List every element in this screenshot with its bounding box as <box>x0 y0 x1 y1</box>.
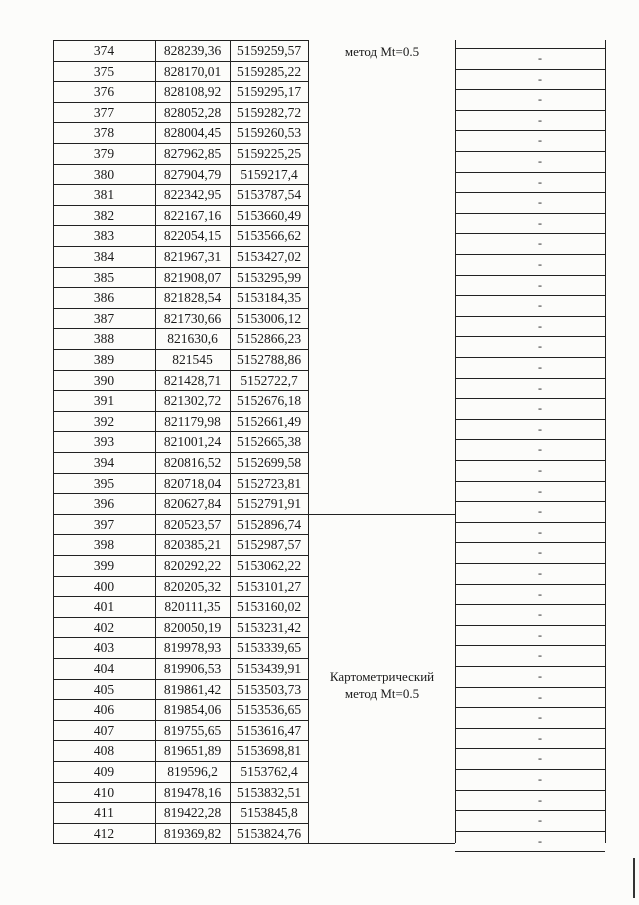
point-number: 407 <box>93 723 115 738</box>
point-number: 402 <box>93 620 115 635</box>
mark-dash: - <box>538 72 542 86</box>
mark-dash: - <box>538 772 542 786</box>
point-number: 390 <box>93 373 115 388</box>
point-number: 392 <box>93 414 115 429</box>
coord-x: 828170,01 <box>163 64 222 79</box>
point-number: 399 <box>93 558 115 573</box>
method-label-top <box>316 43 448 60</box>
coord-y: 5152896,74 <box>236 517 302 532</box>
coord-y: 5152665,38 <box>236 434 302 449</box>
point-number: 385 <box>93 270 115 285</box>
coord-x: 822167,16 <box>163 208 222 223</box>
coord-x: 828239,36 <box>163 43 222 58</box>
coord-y: 5153062,22 <box>236 558 302 573</box>
mark-dash: - <box>538 834 542 848</box>
point-number: 381 <box>93 187 115 202</box>
mark-dash: - <box>538 793 542 807</box>
mark-dash: - <box>538 92 542 106</box>
point-number: 389 <box>93 352 115 367</box>
coord-y: 5159260,53 <box>236 125 302 140</box>
coord-x: 821179,98 <box>164 414 221 429</box>
coord-y: 5153787,54 <box>236 187 302 202</box>
coord-x: 820292,22 <box>163 558 222 573</box>
coord-x: 821828,54 <box>163 290 222 305</box>
coord-x: 821630,6 <box>167 331 218 346</box>
coord-y: 5159285,22 <box>236 64 302 79</box>
coord-x: 820385,21 <box>163 537 222 552</box>
mark-dash: - <box>538 360 542 374</box>
coord-y: 5153339,65 <box>236 640 302 655</box>
point-number: 401 <box>93 599 115 614</box>
coord-x: 819478,16 <box>163 785 222 800</box>
coord-y: 5153006,12 <box>236 311 302 326</box>
coord-y: 5153427,02 <box>236 249 302 264</box>
mark-dash: - <box>538 463 542 477</box>
coord-x: 820816,52 <box>163 455 222 470</box>
coord-y: 5153231,42 <box>236 620 302 635</box>
coord-y: 5159295,17 <box>236 84 302 99</box>
point-number: 379 <box>93 146 115 161</box>
coord-y: 5153536,65 <box>236 702 302 717</box>
mark-dash: - <box>538 298 542 312</box>
point-number: 383 <box>93 228 115 243</box>
mark-dash: - <box>538 710 542 724</box>
coord-x: 819596,2 <box>167 764 218 779</box>
coord-x: 822342,95 <box>163 187 222 202</box>
mark-dash: - <box>538 51 542 65</box>
coord-y: 5152788,86 <box>236 352 302 367</box>
mark-dash: - <box>538 257 542 271</box>
mark-dash: - <box>538 422 542 436</box>
coord-y: 5153762,4 <box>240 764 298 779</box>
coord-y: 5152661,49 <box>236 414 302 429</box>
point-number: 398 <box>93 537 115 552</box>
coord-x: 819755,65 <box>163 723 222 738</box>
coord-y: 5153439,91 <box>236 661 302 676</box>
coord-y: 5153660,49 <box>236 208 302 223</box>
coord-x: 828108,92 <box>163 84 222 99</box>
coord-y: 5159217,4 <box>240 167 298 182</box>
coord-x: 821001,24 <box>163 434 222 449</box>
mark-dash: - <box>538 813 542 827</box>
point-number: 400 <box>93 579 115 594</box>
coord-y: 5153824,76 <box>236 826 302 841</box>
coord-x: 822054,15 <box>163 228 222 243</box>
coord-x: 820718,04 <box>163 476 222 491</box>
mark-dash: - <box>538 154 542 168</box>
coord-x: 827904,79 <box>163 167 222 182</box>
point-number: 391 <box>93 393 115 408</box>
point-number: 395 <box>93 476 115 491</box>
coord-x: 819854,06 <box>163 702 222 717</box>
mark-dash: - <box>538 690 542 704</box>
coord-y: 5153845,8 <box>240 805 298 820</box>
method-group-separator <box>308 514 455 515</box>
point-number: 408 <box>93 743 115 758</box>
point-number: 404 <box>93 661 115 676</box>
point-number: 396 <box>93 496 115 511</box>
point-number: 386 <box>93 290 115 305</box>
mark-dash: - <box>538 669 542 683</box>
point-number: 377 <box>93 105 115 120</box>
coord-x: 819861,42 <box>163 682 222 697</box>
coord-y: 5153160,02 <box>236 599 302 614</box>
mark-dash: - <box>538 607 542 621</box>
coord-x: 821730,66 <box>163 311 222 326</box>
coord-y: 5152676,18 <box>236 393 302 408</box>
coord-y: 5159225,25 <box>236 146 302 161</box>
coord-x: 819978,93 <box>163 640 222 655</box>
mark-dash: - <box>538 319 542 333</box>
method-bottom-line1: Картометрический <box>329 669 435 684</box>
point-number: 376 <box>93 84 115 99</box>
mark-dash: - <box>538 278 542 292</box>
mark-dash: - <box>538 175 542 189</box>
point-number: 387 <box>93 311 115 326</box>
mark-dash: - <box>538 339 542 353</box>
method-label-bottom <box>308 668 456 702</box>
coord-x: 821302,72 <box>163 393 222 408</box>
coord-x: 819651,89 <box>163 743 222 758</box>
mark-dash: - <box>538 195 542 209</box>
point-number: 397 <box>93 517 115 532</box>
point-number: 388 <box>93 331 115 346</box>
point-number: 412 <box>93 826 115 841</box>
point-number: 384 <box>93 249 115 264</box>
coord-x: 820523,57 <box>163 517 222 532</box>
coord-x: 828004,45 <box>163 125 222 140</box>
coord-y: 5152699,58 <box>236 455 302 470</box>
point-number: 375 <box>93 64 115 79</box>
mark-dash: - <box>538 648 542 662</box>
point-number: 405 <box>93 682 115 697</box>
mark-dash: - <box>538 484 542 498</box>
coord-x: 819369,82 <box>163 826 222 841</box>
coord-y: 5159259,57 <box>236 43 302 58</box>
mark-dash: - <box>538 442 542 456</box>
mark-dash: - <box>538 731 542 745</box>
point-number: 378 <box>93 125 115 140</box>
mark-dash: - <box>538 113 542 127</box>
mark-dash: - <box>538 504 542 518</box>
mark-dash: - <box>538 587 542 601</box>
mark-dash: - <box>538 216 542 230</box>
coord-x: 828052,28 <box>163 105 222 120</box>
mark-dash: - <box>538 236 542 250</box>
mark-dash: - <box>538 545 542 559</box>
coord-y: 5153566,62 <box>236 228 302 243</box>
coord-x: 820111,35 <box>164 599 221 614</box>
point-number: 394 <box>93 455 115 470</box>
coord-x: 820627,84 <box>163 496 222 511</box>
mark-dash: - <box>538 133 542 147</box>
point-number: 380 <box>93 167 115 182</box>
coord-y: 5152723,81 <box>236 476 302 491</box>
coord-y: 5152722,7 <box>240 373 298 388</box>
coord-x: 821428,71 <box>163 373 222 388</box>
coord-y: 5152866,23 <box>236 331 302 346</box>
table-vline-3 <box>308 40 309 843</box>
point-number: 406 <box>93 702 115 717</box>
coord-x: 819422,28 <box>163 805 222 820</box>
method-top-text: метод Mt=0.5 <box>344 44 420 59</box>
coord-y: 5153832,51 <box>236 785 302 800</box>
coord-y: 5153616,47 <box>236 723 302 738</box>
point-number: 411 <box>94 805 114 820</box>
coord-x: 821908,07 <box>163 270 222 285</box>
method-bottom-line2: метод Mt=0.5 <box>344 686 420 701</box>
mark-dash: - <box>538 566 542 580</box>
mark-dash: - <box>538 381 542 395</box>
coord-y: 5153503,73 <box>236 682 302 697</box>
point-number: 393 <box>93 434 115 449</box>
coord-y: 5153184,35 <box>236 290 302 305</box>
mark-dash: - <box>538 401 542 415</box>
mark-dash: - <box>538 525 542 539</box>
coord-y: 5152987,57 <box>236 537 302 552</box>
point-number: 374 <box>93 43 115 58</box>
coord-y: 5153101,27 <box>236 579 302 594</box>
coord-x: 821967,31 <box>163 249 222 264</box>
coord-y: 5153295,99 <box>236 270 302 285</box>
coord-x: 821545 <box>172 352 213 367</box>
point-number: 409 <box>93 764 115 779</box>
coord-x: 819906,53 <box>163 661 222 676</box>
coord-y: 5153698,81 <box>236 743 302 758</box>
point-number: 403 <box>93 640 115 655</box>
mark-dash: - <box>538 751 542 765</box>
point-number: 410 <box>93 785 115 800</box>
coord-y: 5159282,72 <box>236 105 302 120</box>
point-number: 382 <box>93 208 115 223</box>
coord-x: 820050,19 <box>163 620 222 635</box>
coord-y: 5152791,91 <box>236 496 302 511</box>
coord-x: 827962,85 <box>163 146 222 161</box>
page-edge-mark <box>633 858 635 898</box>
mark-dash: - <box>538 628 542 642</box>
method-bottom-line <box>308 843 455 844</box>
coord-x: 820205,32 <box>163 579 222 594</box>
